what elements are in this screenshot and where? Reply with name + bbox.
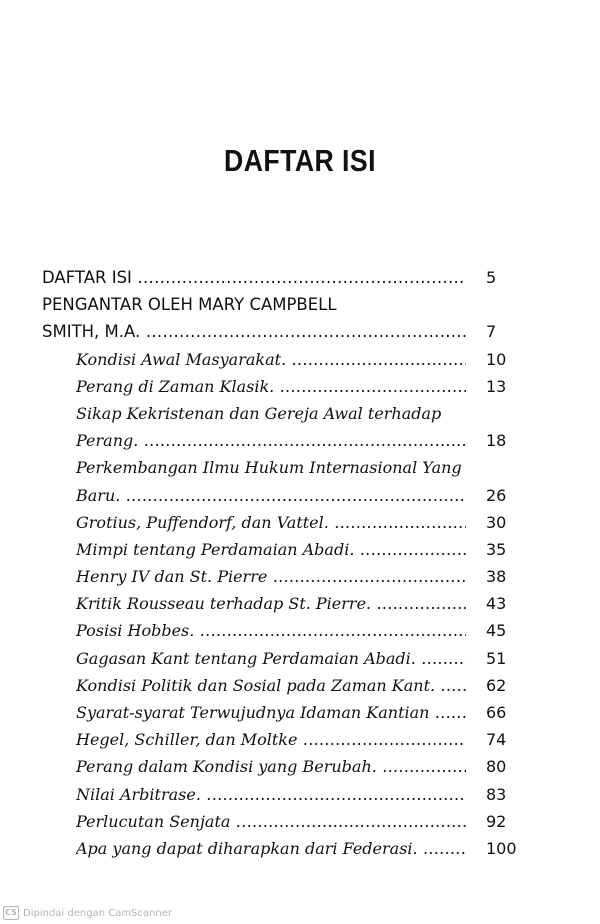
toc-entry: [42, 617, 524, 644]
toc-entry-text: Kritik Rousseau terhadap St. Pierre. .....: [76, 590, 466, 617]
toc-entry-text: Sikap Kekristenan dan Gereja Awal terhadap: [76, 403, 442, 423]
toc-entry-page: 74: [486, 730, 507, 750]
toc-entry-page: 38: [486, 567, 507, 587]
toc-entry: [42, 400, 524, 427]
toc-entry: [42, 726, 524, 753]
toc-entry-page: 51: [486, 648, 507, 668]
toc-entry-page: 66: [486, 703, 507, 722]
toc-entry: [42, 699, 524, 726]
toc-entry-page: 5: [486, 268, 497, 287]
toc-entry: [42, 509, 524, 536]
toc-entry-page: 26: [486, 485, 507, 505]
page-title: DAFTAR ISI: [224, 143, 376, 178]
toc-entry-text: Grotius, Puffendorf, dan Vattel. .....: [76, 509, 466, 536]
toc-entry-text: Syarat-syarat Terwujudnya Idaman Kantian .....: [76, 699, 466, 726]
toc-entry-text: Perlucutan Senjata .....: [76, 808, 466, 835]
table-of-contents: [42, 264, 524, 862]
toc-entry: [42, 482, 524, 509]
toc-entry-text: Perang di Zaman Klasik. .....: [76, 373, 466, 400]
toc-entry-page: 43: [486, 594, 507, 614]
toc-entry: [42, 373, 524, 400]
toc-entry-page: 62: [486, 675, 507, 695]
toc-entry: [42, 427, 524, 454]
toc-entry-text: Kondisi Awal Masyarakat. .....: [76, 346, 466, 373]
toc-entry-text: Henry IV dan St. Pierre .....: [76, 563, 466, 590]
toc-entry: [42, 753, 524, 780]
toc-entry-text: Posisi Hobbes. .....: [76, 617, 466, 644]
toc-entry: [42, 590, 524, 617]
toc-entry-page: 83: [486, 784, 507, 804]
toc-entry-text: Apa yang dapat diharapkan dari Federasi. .....: [76, 835, 466, 862]
toc-entry-text: Baru. .....: [76, 482, 466, 509]
toc-entry: [42, 346, 524, 373]
toc-entry-text: Perang. .....: [76, 427, 466, 454]
toc-entry-daftar-isi: [42, 264, 524, 291]
watermark-text: Dipindai dengan CamScanner: [23, 907, 172, 919]
toc-entry-page: 45: [486, 621, 507, 641]
camscanner-logo-icon: CS: [3, 906, 19, 920]
toc-entry-page: 100: [486, 838, 517, 858]
toc-entry-text: Perang dalam Kondisi yang Berubah. .....: [76, 753, 466, 780]
toc-entry-text: SMITH, M.A. .....: [42, 318, 466, 345]
toc-entry-text: Mimpi tentang Perdamaian Abadi. .....: [76, 536, 466, 563]
toc-entry-page: 80: [486, 757, 507, 777]
toc-entry: [42, 781, 524, 808]
toc-entry-text: Nilai Arbitrase. .....: [76, 781, 466, 808]
toc-entry-page: 35: [486, 539, 507, 559]
toc-entry: [42, 536, 524, 563]
toc-entry-page: 92: [486, 811, 507, 831]
toc-entry-text: Hegel, Schiller, dan Moltke .....: [76, 726, 466, 753]
toc-entry-page: 13: [486, 376, 507, 396]
scanner-watermark: [3, 905, 172, 921]
toc-entry-text: Perkembangan Ilmu Hukum Internasional Yang: [76, 458, 462, 478]
toc-entry: [42, 645, 524, 672]
toc-entry: [42, 563, 524, 590]
toc-entry-page: 7: [486, 322, 497, 342]
toc-entry-text: PENGANTAR OLEH MARY CAMPBELL: [42, 295, 337, 315]
toc-entry-page: 10: [486, 349, 507, 369]
toc-entry-page: 18: [486, 431, 507, 451]
toc-entry: [42, 454, 524, 481]
toc-entry-pengantar-cont: [42, 318, 524, 345]
toc-entry: [42, 672, 524, 699]
toc-entry-text: Kondisi Politik dan Sosial pada Zaman Kant. .....: [76, 672, 466, 699]
toc-entry-page: 30: [486, 512, 507, 532]
toc-entry-pengantar: [42, 291, 524, 318]
toc-entry-text: DAFTAR ISI .....: [42, 264, 466, 291]
toc-entry-text: Gagasan Kant tentang Perdamaian Abadi. .....: [76, 645, 466, 672]
toc-entry: [42, 808, 524, 835]
toc-entry: [42, 835, 524, 862]
